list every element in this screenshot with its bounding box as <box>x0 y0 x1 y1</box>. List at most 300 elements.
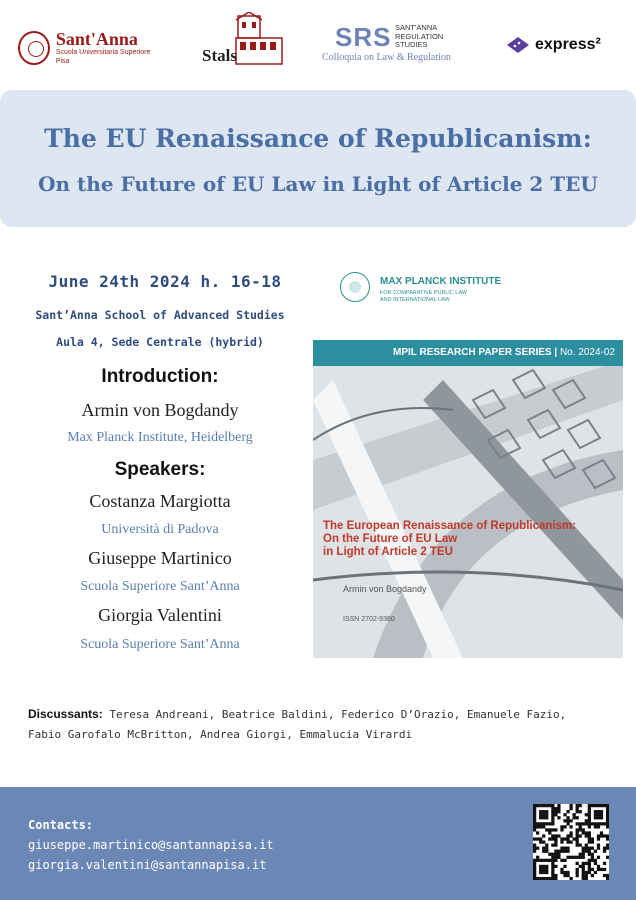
qr-module <box>551 877 554 880</box>
qr-module <box>542 859 545 862</box>
qr-module <box>588 862 591 865</box>
qr-module <box>569 877 572 880</box>
contact-email[interactable]: giorgia.valentini@santannapisa.it <box>28 858 267 872</box>
qr-module <box>603 862 606 865</box>
qr-module <box>591 856 594 859</box>
qr-module <box>603 834 606 837</box>
qr-module <box>551 807 554 810</box>
qr-module <box>573 813 576 816</box>
qr-module <box>554 850 557 853</box>
qr-module <box>576 837 579 840</box>
qr-module <box>533 868 536 871</box>
qr-module <box>539 871 542 874</box>
qr-module <box>533 877 536 880</box>
qr-module <box>548 853 551 856</box>
series-bar <box>313 340 623 366</box>
qr-module <box>606 807 609 810</box>
qr-module <box>569 840 572 843</box>
speakers-heading: Speakers: <box>114 459 206 480</box>
qr-module <box>551 868 554 871</box>
qr-module <box>542 847 545 850</box>
qr-module <box>539 813 542 816</box>
qr-module <box>557 810 560 813</box>
qr-module <box>591 859 594 862</box>
qr-module <box>576 862 579 865</box>
qr-module <box>591 874 594 877</box>
qr-module <box>536 856 539 859</box>
qr-module <box>539 840 542 843</box>
cover-issn: ISSN 2702-9360 <box>343 616 395 623</box>
qr-module <box>557 834 560 837</box>
qr-module <box>563 847 566 850</box>
qr-module <box>560 871 563 874</box>
qr-module <box>579 804 582 807</box>
qr-module <box>606 837 609 840</box>
qr-module <box>597 865 600 868</box>
qr-module <box>554 877 557 880</box>
qr-module <box>533 810 536 813</box>
contacts-label: Contacts: <box>28 818 94 832</box>
qr-module <box>597 822 600 825</box>
qr-module <box>554 859 557 862</box>
qr-module <box>582 868 585 871</box>
qr-module <box>606 877 609 880</box>
qr-module <box>606 856 609 859</box>
qr-module <box>591 853 594 856</box>
qr-module <box>603 804 606 807</box>
event-title-line2: On the Future of EU Law in Light of Article 2 TEU <box>38 172 598 196</box>
srs-line1: SANT'ANNA <box>395 23 438 32</box>
qr-module <box>588 804 591 807</box>
qr-module <box>585 874 588 877</box>
qr-module <box>554 844 557 847</box>
qr-module <box>582 877 585 880</box>
qr-module <box>551 853 554 856</box>
qr-module <box>597 813 600 816</box>
qr-module <box>542 877 545 880</box>
qr-module <box>551 810 554 813</box>
event-venue: Sant’Anna School of Advanced Studies <box>35 308 285 322</box>
qr-module <box>545 871 548 874</box>
qr-module <box>554 828 557 831</box>
qr-module <box>554 856 557 859</box>
qr-module <box>585 819 588 822</box>
qr-module <box>588 847 591 850</box>
discussants-names-2: Fabio Garofalo McBritton, Andrea Giorgi, Emmalucia Virardi <box>28 728 413 741</box>
qr-module <box>597 837 600 840</box>
qr-module <box>588 822 591 825</box>
qr-module <box>557 816 560 819</box>
qr-module <box>588 865 591 868</box>
introduction-name: Armin von Bogdandy <box>81 400 239 420</box>
qr-module <box>563 871 566 874</box>
qr-module <box>594 862 597 865</box>
qr-module <box>600 831 603 834</box>
discussants <box>28 704 618 745</box>
speaker-affiliation: Scuola Superiore Sant’Anna <box>80 579 240 594</box>
qr-module <box>576 844 579 847</box>
speaker-name: Giuseppe Martinico <box>88 548 232 568</box>
qr-module <box>573 816 576 819</box>
qr-module <box>606 874 609 877</box>
qr-module <box>536 877 539 880</box>
qr-module <box>533 804 536 807</box>
qr-module <box>548 837 551 840</box>
qr-module <box>551 816 554 819</box>
qr-module <box>588 834 591 837</box>
discussants-label: Discussants: <box>28 707 103 721</box>
event-date: June 24th 2024 h. 16-18 <box>48 272 282 291</box>
qr-module <box>536 804 539 807</box>
introduction-affiliation: Max Planck Institute, Heidelberg <box>67 430 253 445</box>
qr-module <box>594 810 597 813</box>
qr-module <box>582 822 585 825</box>
series-number: No. 2024-02 <box>559 347 615 358</box>
qr-module <box>606 822 609 825</box>
qr-module <box>582 856 585 859</box>
qr-module <box>542 840 545 843</box>
stals-name: Stals <box>202 46 237 65</box>
cover-artwork <box>313 340 623 658</box>
qr-module <box>548 859 551 862</box>
qr-module <box>600 868 603 871</box>
qr-module <box>545 804 548 807</box>
mpi-subtitle <box>380 290 467 304</box>
qr-module <box>585 847 588 850</box>
qr-module <box>551 844 554 847</box>
qr-module <box>551 865 554 868</box>
qr-module <box>554 853 557 856</box>
santanna-name: Sant'Anna <box>55 29 138 49</box>
express-logo <box>505 30 630 60</box>
qr-module <box>566 834 569 837</box>
contact-email[interactable]: giuseppe.martinico@santannapisa.it <box>28 838 274 852</box>
qr-module <box>536 822 539 825</box>
qr-module <box>588 813 591 816</box>
qr-module <box>557 850 560 853</box>
discussants-line1 <box>28 704 618 725</box>
speaker-affiliation: Scuola Superiore Sant’Anna <box>80 637 240 652</box>
qr-module <box>569 825 572 828</box>
qr-module <box>591 868 594 871</box>
qr-module <box>554 807 557 810</box>
qr-module <box>542 816 545 819</box>
qr-module <box>542 804 545 807</box>
qr-module <box>539 865 542 868</box>
qr-module <box>566 816 569 819</box>
qr-module <box>591 804 594 807</box>
qr-module <box>545 816 548 819</box>
qr-module <box>594 816 597 819</box>
qr-module <box>588 810 591 813</box>
qr-module <box>551 856 554 859</box>
qr-module <box>533 871 536 874</box>
qr-module <box>533 837 536 840</box>
qr-module <box>533 825 536 828</box>
qr-module <box>588 850 591 853</box>
qr-module <box>545 865 548 868</box>
qr-module <box>606 813 609 816</box>
qr-module <box>536 847 539 850</box>
qr-module <box>548 822 551 825</box>
qr-module <box>554 834 557 837</box>
qr-module <box>579 834 582 837</box>
qr-module <box>585 850 588 853</box>
qr-module <box>542 822 545 825</box>
cover-author: Armin von Bogdandy <box>343 584 427 594</box>
qr-module <box>566 871 569 874</box>
qr-module <box>576 868 579 871</box>
qr-module <box>542 871 545 874</box>
qr-module <box>597 816 600 819</box>
qr-module <box>563 825 566 828</box>
qr-code[interactable] <box>533 804 609 880</box>
qr-module <box>582 874 585 877</box>
qr-module <box>576 822 579 825</box>
qr-module <box>566 810 569 813</box>
qr-module <box>600 834 603 837</box>
cover-title-line2: On the Future of EU Law <box>323 533 458 545</box>
mpi-logo <box>340 270 510 320</box>
qr-module <box>542 834 545 837</box>
qr-module <box>588 868 591 871</box>
qr-module <box>579 844 582 847</box>
qr-module <box>603 868 606 871</box>
qr-module <box>579 856 582 859</box>
srs-name <box>395 24 443 50</box>
qr-module <box>597 847 600 850</box>
qr-module <box>551 834 554 837</box>
qr-module <box>576 856 579 859</box>
qr-module <box>591 847 594 850</box>
qr-module <box>569 804 572 807</box>
qr-module <box>603 850 606 853</box>
qr-module <box>594 813 597 816</box>
qr-module <box>597 804 600 807</box>
qr-module <box>603 847 606 850</box>
qr-module <box>588 831 591 834</box>
qr-module <box>551 804 554 807</box>
qr-module <box>548 877 551 880</box>
qr-module <box>594 825 597 828</box>
paper-cover-image <box>313 340 623 658</box>
qr-module <box>606 804 609 807</box>
qr-module <box>585 831 588 834</box>
qr-module <box>533 822 536 825</box>
qr-module <box>551 822 554 825</box>
qr-module <box>551 874 554 877</box>
qr-module <box>566 837 569 840</box>
qr-module <box>542 825 545 828</box>
mpi-name: MAX PLANCK INSTITUTE <box>380 276 502 287</box>
qr-module <box>579 810 582 813</box>
srs-line3: STUDIES <box>395 40 428 49</box>
qr-module <box>597 844 600 847</box>
qr-module <box>533 807 536 810</box>
qr-module <box>588 859 591 862</box>
qr-module <box>554 837 557 840</box>
qr-module <box>539 804 542 807</box>
qr-module <box>536 837 539 840</box>
express-cube-icon <box>505 35 531 55</box>
santanna-logo <box>18 28 158 68</box>
qr-module <box>576 834 579 837</box>
qr-module <box>606 844 609 847</box>
qr-module <box>533 874 536 877</box>
qr-module <box>563 859 566 862</box>
qr-module <box>597 868 600 871</box>
qr-module <box>545 844 548 847</box>
mpi-minerva-icon <box>340 272 370 302</box>
qr-module <box>554 813 557 816</box>
qr-module <box>606 825 609 828</box>
qr-module <box>569 856 572 859</box>
qr-module <box>560 859 563 862</box>
qr-module <box>576 807 579 810</box>
qr-module <box>585 834 588 837</box>
qr-module <box>582 847 585 850</box>
qr-module <box>585 871 588 874</box>
srs-acronym: SRS <box>335 22 392 52</box>
qr-module <box>569 819 572 822</box>
qr-module <box>563 813 566 816</box>
qr-module <box>591 822 594 825</box>
qr-module <box>542 810 545 813</box>
qr-module <box>582 828 585 831</box>
qr-module <box>533 816 536 819</box>
qr-module <box>560 840 563 843</box>
qr-module <box>545 810 548 813</box>
qr-module <box>585 822 588 825</box>
qr-module <box>533 813 536 816</box>
qr-module <box>576 840 579 843</box>
qr-module <box>594 850 597 853</box>
qr-module <box>542 868 545 871</box>
qr-module <box>533 828 536 831</box>
qr-module <box>551 859 554 862</box>
qr-module <box>560 868 563 871</box>
qr-module <box>585 813 588 816</box>
qr-module <box>560 847 563 850</box>
qr-module <box>533 850 536 853</box>
qr-module <box>542 850 545 853</box>
qr-module <box>603 822 606 825</box>
qr-module <box>606 810 609 813</box>
event-title-line1: The EU Renaissance of Republicanism: <box>44 124 592 153</box>
qr-module <box>576 874 579 877</box>
qr-module <box>557 807 560 810</box>
qr-module <box>542 865 545 868</box>
qr-module <box>557 856 560 859</box>
cover-title-line1: The European Renaissance of Republicanism: <box>323 520 577 532</box>
qr-module <box>576 816 579 819</box>
qr-module <box>551 828 554 831</box>
qr-module <box>539 810 542 813</box>
qr-module <box>579 853 582 856</box>
qr-module <box>579 822 582 825</box>
qr-module <box>551 871 554 874</box>
qr-module <box>554 840 557 843</box>
speaker-name: Giorgia Valentini <box>98 605 222 625</box>
series-name: MPIL RESEARCH PAPER SERIES | <box>393 347 558 358</box>
qr-module <box>563 819 566 822</box>
qr-module <box>600 813 603 816</box>
qr-module <box>539 816 542 819</box>
qr-module <box>579 825 582 828</box>
qr-module <box>548 828 551 831</box>
qr-module <box>576 828 579 831</box>
qr-module <box>539 877 542 880</box>
qr-module <box>569 807 572 810</box>
qr-module <box>569 834 572 837</box>
qr-module <box>576 831 579 834</box>
discussants-names-1: Teresa Andreani, Beatrice Baldini, Federico D’Orazio, Emanuele Fazio, <box>109 708 567 721</box>
qr-module <box>582 865 585 868</box>
qr-module <box>560 828 563 831</box>
qr-code-pattern <box>533 804 609 880</box>
qr-module <box>585 877 588 880</box>
qr-module <box>579 865 582 868</box>
qr-module <box>542 813 545 816</box>
qr-module <box>554 865 557 868</box>
qr-module <box>566 874 569 877</box>
qr-module <box>600 822 603 825</box>
qr-module <box>536 825 539 828</box>
qr-module <box>566 822 569 825</box>
qr-module <box>548 831 551 834</box>
qr-module <box>594 822 597 825</box>
qr-module <box>594 871 597 874</box>
santanna-subtitle: Scuola Universitaria Superiore Pisa <box>55 49 151 65</box>
express-name: express² <box>535 36 601 53</box>
qr-module <box>573 837 576 840</box>
qr-module <box>597 856 600 859</box>
srs-line2: REGULATION <box>395 31 444 41</box>
stals-logo <box>200 12 286 68</box>
qr-module <box>588 853 591 856</box>
qr-module <box>591 840 594 843</box>
qr-module <box>582 831 585 834</box>
qr-module <box>569 831 572 834</box>
srs-tagline: Colloquia on Law & Regulation <box>322 52 451 63</box>
qr-module <box>576 804 579 807</box>
qr-module <box>563 865 566 868</box>
speaker-name: Costanza Margiotta <box>89 491 231 511</box>
qr-module <box>566 847 569 850</box>
qr-module <box>579 828 582 831</box>
santanna-seal-icon <box>18 31 50 65</box>
qr-module <box>554 874 557 877</box>
qr-module <box>588 819 591 822</box>
introduction-heading: Introduction: <box>101 366 219 387</box>
qr-module <box>573 856 576 859</box>
qr-module <box>600 804 603 807</box>
qr-module <box>560 837 563 840</box>
speaker-affiliation: Università di Padova <box>101 522 219 537</box>
qr-module <box>566 856 569 859</box>
qr-module <box>563 837 566 840</box>
qr-module <box>597 825 600 828</box>
qr-module <box>588 825 591 828</box>
qr-module <box>539 825 542 828</box>
qr-module <box>606 847 609 850</box>
qr-module <box>585 844 588 847</box>
qr-module <box>582 862 585 865</box>
qr-module <box>563 850 566 853</box>
qr-module <box>588 871 591 874</box>
qr-module <box>597 834 600 837</box>
qr-module <box>576 810 579 813</box>
